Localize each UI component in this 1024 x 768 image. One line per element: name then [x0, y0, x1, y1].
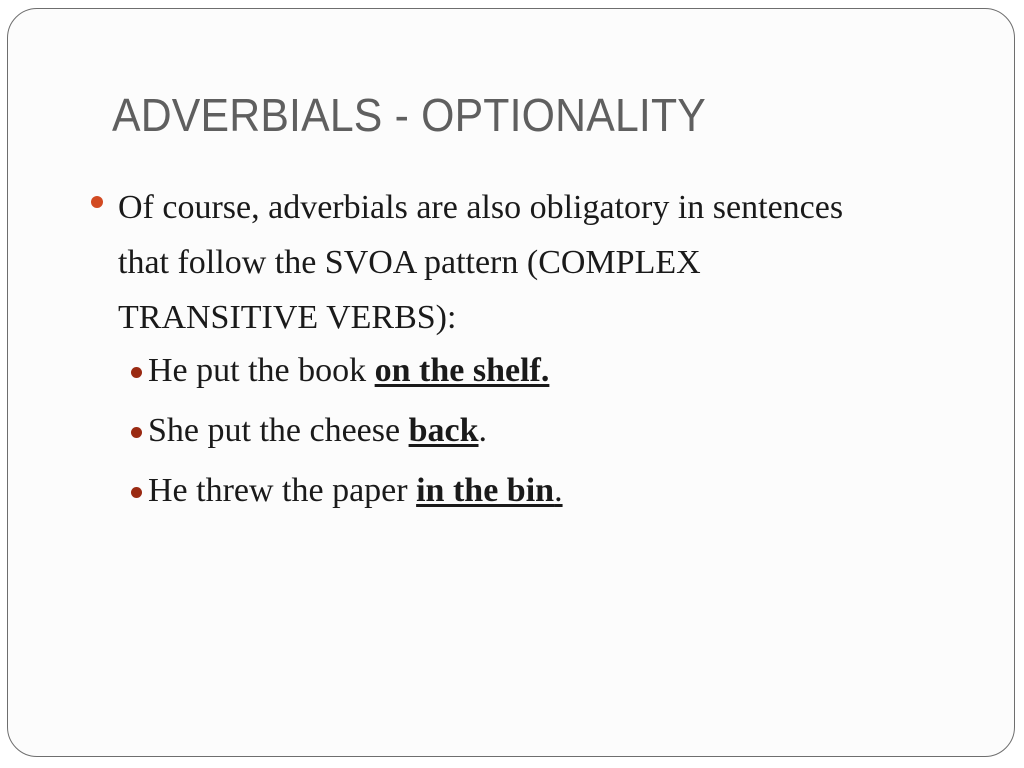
sub-bullet-dot: [131, 367, 142, 378]
slide-title: ADVERBIALS - OPTIONALITY: [112, 89, 707, 141]
example-item: [148, 412, 487, 450]
example-item: [148, 472, 563, 510]
bullet-dot: [91, 196, 103, 208]
sub-bullet-dot: [131, 487, 142, 498]
example-text: He put the book: [148, 352, 375, 389]
example-tail: .: [478, 412, 487, 449]
sub-bullet-dot: [131, 427, 142, 438]
example-emphasis: back: [408, 412, 479, 449]
main-bullet-text: Of course, adverbials are also obligatory in sentences that follow the SVOA pattern (COMPLEX TRANSITIVE VERBS):: [118, 189, 844, 336]
example-item: [148, 352, 549, 390]
example-emphasis: on the shelf.: [374, 352, 550, 389]
example-tail: .: [554, 472, 563, 509]
example-emphasis: in the bin: [416, 472, 555, 509]
example-text: She put the cheese: [148, 412, 409, 449]
example-text: He threw the paper: [148, 472, 417, 509]
